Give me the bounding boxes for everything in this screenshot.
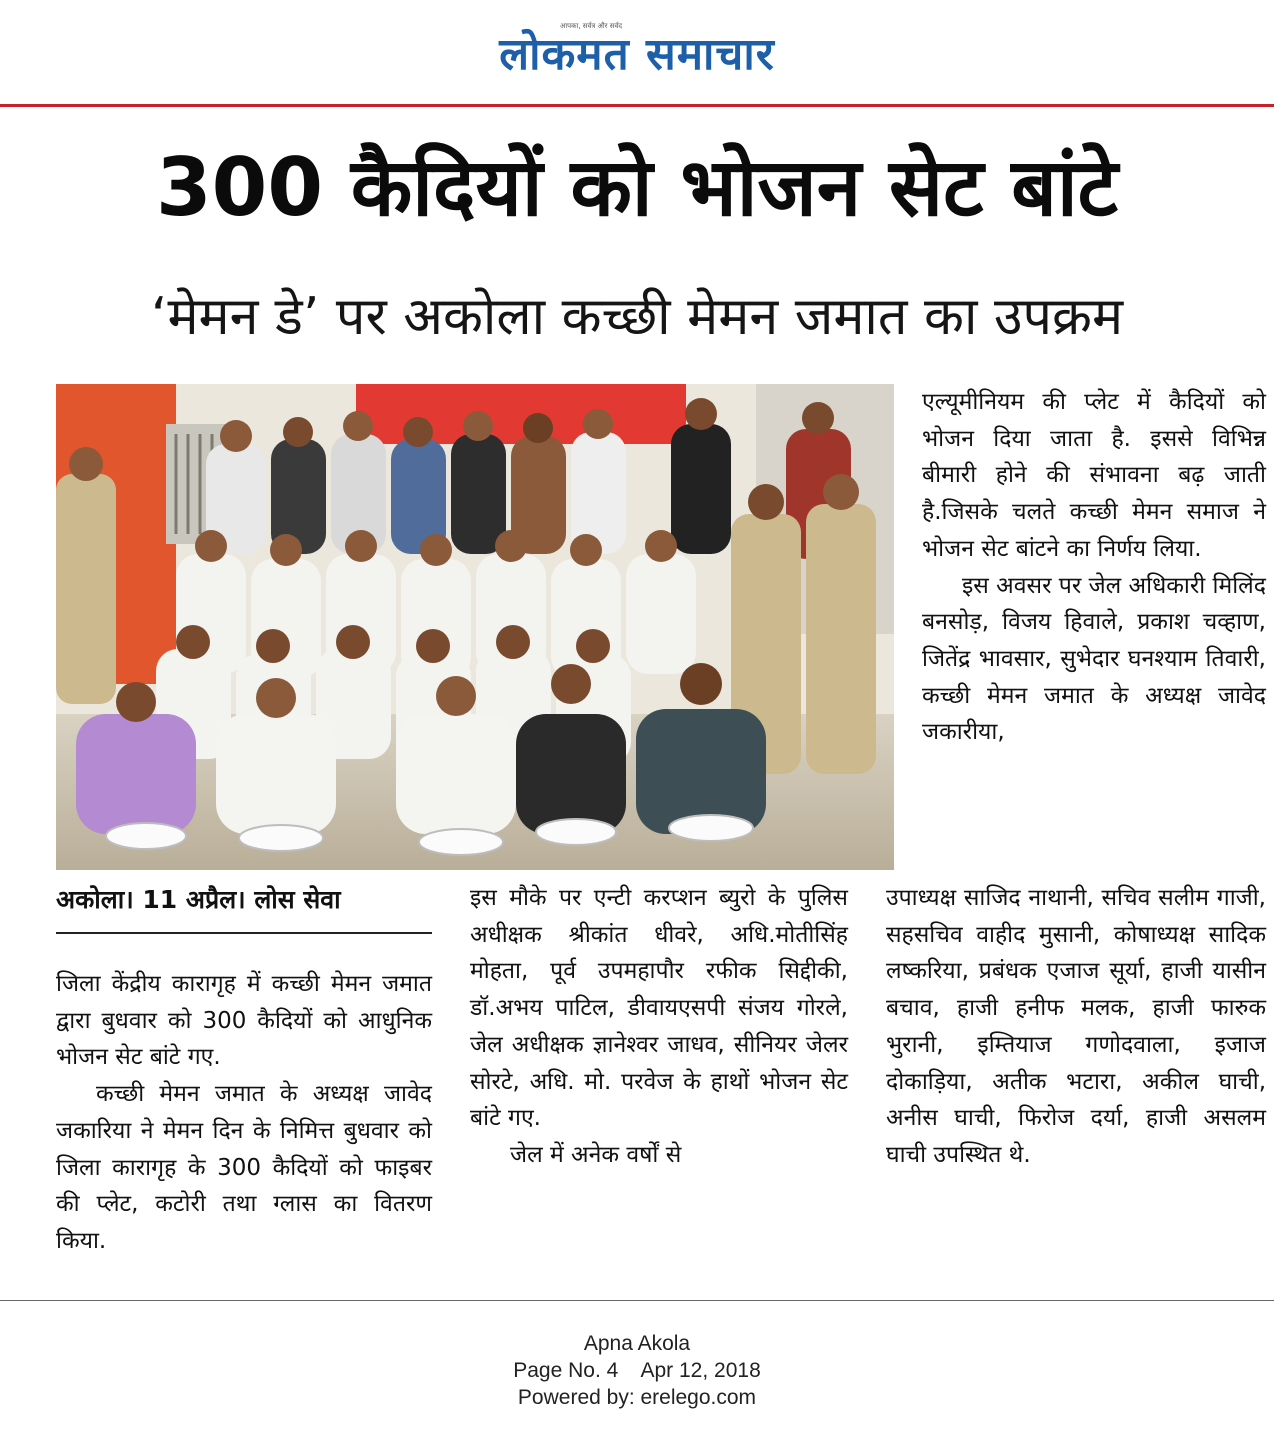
paragraph: जिला केंद्रीय कारागृह में कच्छी मेमन जमात द्वारा बुधवार को 300 कैदियों को आधुनिक भोजन सेट बांटे गए. (56, 971, 432, 1071)
paragraph: उपाध्यक्ष साजिद नाथानी, सचिव सलीम गाजी, सहसचिव वाहीद मुसानी, कोषाध्यक्ष सादिक लष्करिया, प्रबंधक एजाज सूर्या, हाजी यासीन बचाव, हाजी हनीफ मलक, हाजी फारुक भुरानी, इम्तियाज गणोदवाला, इजाज दोकाड़िया, अतीक भटारा, अकील घाची, अनीस घाची, फिरोज दर्या, हाजी असलम घाची उपस्थित थे. (886, 885, 1266, 1168)
publication-name: Apna Akola (583, 1332, 691, 1355)
newspaper-logo: लोकमत समाचार (499, 29, 775, 80)
article-column-2 (470, 880, 848, 1174)
article-photo (56, 384, 894, 870)
page-info: Page No. 4 Apr 12, 2018 (513, 1359, 761, 1382)
paragraph: जेल में अनेक वर्षों से (510, 1141, 682, 1168)
page-footer (0, 1330, 1274, 1411)
powered-by-link[interactable]: Powered by: erelego.com (517, 1386, 757, 1409)
article-column-1 (56, 966, 432, 1260)
article-column-3 (922, 384, 1266, 751)
paragraph: इस मौके पर एन्टी करप्शन ब्युरो के पुलिस अधीक्षक श्रीकांत धीवरे, अधि.मोतीसिंह मोहता, पूर्व उपमहापौर रफीक सिद्दीकी, डॉ.अभय पाटिल, डीवायएसपी संजय गोरले, जेल अधीक्षक ज्ञानेश्वर जाधव, सीनियर जेलर सोरटे, अधि. मो. परवेज के हाथों भोजन सेट बांटे गए. (470, 885, 848, 1132)
article-column-4 (886, 880, 1266, 1174)
subheadline: ‘मेमन डे’ पर अकोला कच्छी मेमन जमात का उपक्रम (150, 287, 1124, 347)
headline: 300 कैदियों को भोजन सेट बांटे (155, 141, 1118, 234)
dateline: अकोला। 11 अप्रैल। लोस सेवा (56, 885, 341, 914)
footer-divider (0, 1300, 1274, 1301)
paragraph: इस अवसर पर जेल अधिकारी मिलिंद बनसोड़, विजय हिवाले, प्रकाश चव्हाण, जितेंद्र भावसार, सुभेदार घनश्याम तिवारी, कच्छी मेमन जमात के अध्यक्ष जावेद जकारीया, (922, 572, 1266, 746)
dateline-divider (56, 932, 432, 934)
paragraph: कच्छी मेमन जमात के अध्यक्ष जावेद जकारिया ने मेमन दिन के निमित्त बुधवार को जिला कारागृह के 300 कैदियों को फाइबर की प्लेट, कटोरी तथा ग्लास का वितरण किया. (56, 1081, 432, 1254)
masthead-divider (0, 104, 1274, 107)
paragraph: एल्यूमीनियम की प्लेट में कैदियों को भोजन दिया जाता है. इससे विभिन्न बीमारी होने की संभावना बढ़ जाती है.जिसके चलते कच्छी मेमन समाज ने भोजन सेट बांटने का निर्णय लिया. (922, 389, 1266, 562)
masthead-tagline: आपका, सर्वत्र और सर्वद (560, 22, 623, 30)
masthead (0, 0, 1274, 108)
